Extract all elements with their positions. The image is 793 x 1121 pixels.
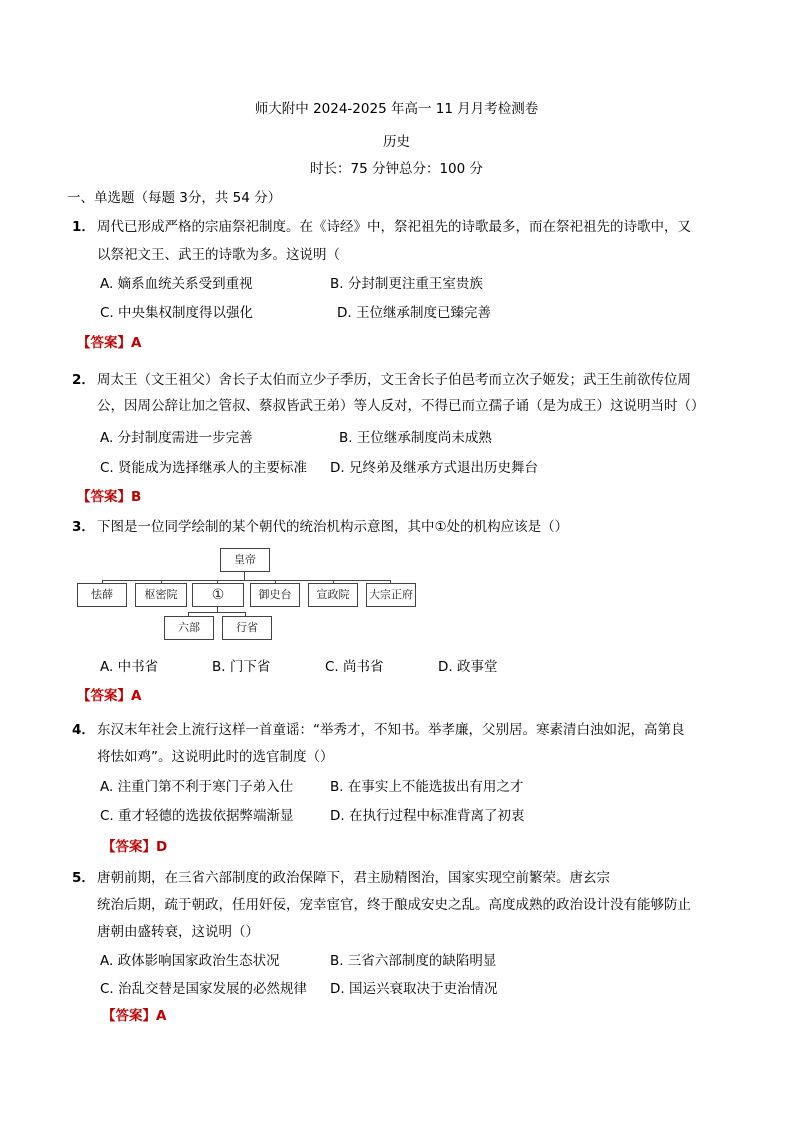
option-a: A. 嫡系血统关系受到重视: [100, 276, 253, 292]
option-d: D. 在执行过程中标准背离了初衷: [330, 808, 525, 824]
option-b: B. 三省六部制度的缺陷明显: [330, 953, 497, 969]
question-number: 4．: [72, 722, 95, 738]
option-a: A. 注重门第不利于寒门子弟入仕: [100, 779, 294, 795]
diagram-node: 行省: [222, 616, 272, 640]
diagram-node: 枢密院: [135, 583, 187, 607]
option-c: C. 贤能成为选择继承人的主要标准: [100, 460, 308, 476]
answer-label: 【答案】: [77, 688, 131, 704]
diagram-node: 御史台: [250, 583, 300, 607]
option-d: D. 政事堂: [438, 659, 498, 675]
question-text-line: 下图是一位同学绘制的某个朝代的统治机构示意图，其中①处的机构应该是（）: [97, 519, 569, 535]
question-text-line: 东汉末年社会上流行这样一首童谣：“举秀才，不知书。举孝廉，父别居。寒素清白浊如泥，高第良: [97, 722, 685, 738]
answer: [102, 835, 167, 855]
option-a: A. 分封制度需进一步完善: [100, 430, 253, 446]
option-c: C. 中央集权制度得以强化: [100, 305, 254, 321]
answer-value: D: [156, 839, 168, 855]
question-text-line: 周代已形成严格的宗庙祭祀制度。在《诗经》中，祭祀祖先的诗歌最多，而在祭祀祖先的诗歌中，又: [97, 219, 691, 235]
question-number: 2．: [72, 372, 95, 388]
question-number: 3．: [72, 519, 95, 535]
question-text-line: 以祭祀文王、武王的诗歌为多。这说明（: [97, 247, 340, 263]
option-d: D. 兄终弟及继承方式退出历史舞台: [330, 460, 538, 476]
question-text-line: 唐朝前期，在三省六部制度的政治保障下，君主励精图治，国家实现空前繁荣。唐玄宗: [97, 870, 610, 886]
option-b: B. 王位继承制度尚未成熟: [339, 430, 492, 446]
diagram-connector: [188, 612, 245, 613]
answer-value: B: [131, 489, 142, 505]
answer-label: 【答案】: [102, 1008, 156, 1024]
exam-meta: 时长：75 分钟总分：100 分: [309, 161, 484, 177]
answer-value: A: [156, 1008, 167, 1024]
question-number: 1．: [72, 219, 95, 235]
answer: [102, 1004, 166, 1024]
section-title: 一、单选题（每题 3分，共 54 分）: [67, 190, 282, 206]
answer-value: A: [131, 335, 142, 351]
answer-label: 【答案】: [102, 839, 156, 855]
question-number: 5．: [72, 870, 95, 886]
option-b: B. 门下省: [212, 659, 271, 675]
document-title: 师大附中 2024-2025 年高一 11 月月考检测卷: [254, 101, 539, 117]
diagram-node: 六部: [164, 616, 214, 640]
option-b: B. 在事实上不能选拔出有用之才: [330, 779, 524, 795]
diagram-node: 宣政院: [308, 583, 358, 607]
subject-title: 历史: [383, 134, 410, 150]
answer-label: 【答案】: [77, 335, 131, 351]
question-text-line: 公，因周公辞让加之管叔、蔡叔皆武王弟）等人反对，不得已而立孺子诵（是为成王）这说明当时（）: [97, 398, 705, 414]
option-c: C. 重才轻德的选拔依据弊端渐显: [100, 808, 294, 824]
diagram-node-target: ①: [192, 583, 244, 607]
answer: [77, 485, 141, 505]
option-d: D. 王位继承制度已臻完善: [337, 305, 491, 321]
option-b: B. 分封制更注重王室贵族: [330, 276, 483, 292]
question-text-line: 将怯如鸡”。这说明此时的选官制度（）: [97, 749, 334, 765]
option-c: C. 尚书省: [325, 659, 384, 675]
question-text-line: 周太王（文王祖父）舍长子太伯而立少子季历，文王舍长子伯邑考而立次子姬发；武王生前欲传位周: [97, 372, 691, 388]
diagram-node-top: 皇帝: [220, 548, 270, 572]
question-text-line: 统治后期，疏于朝政，任用奸佞，宠幸宦官，终于酿成安史之乱。高度成熟的政治设计没有能够防止: [97, 897, 691, 913]
answer: [77, 684, 141, 704]
answer-label: 【答案】: [77, 489, 131, 505]
option-a: A. 中书省: [100, 659, 159, 675]
diagram-connector: [102, 580, 391, 581]
diagram-node: 大宗正府: [366, 583, 416, 607]
answer: [77, 331, 141, 351]
question-text-line: 唐朝由盛转衰，这说明（）: [97, 924, 259, 940]
answer-value: A: [131, 688, 142, 704]
diagram-node: 怯薛: [77, 583, 127, 607]
option-c: C. 治乱交替是国家发展的必然规律: [100, 981, 308, 997]
option-a: A. 政体影响国家政治生态状况: [100, 953, 280, 969]
option-d: D. 国运兴衰取决于吏治情况: [330, 981, 498, 997]
